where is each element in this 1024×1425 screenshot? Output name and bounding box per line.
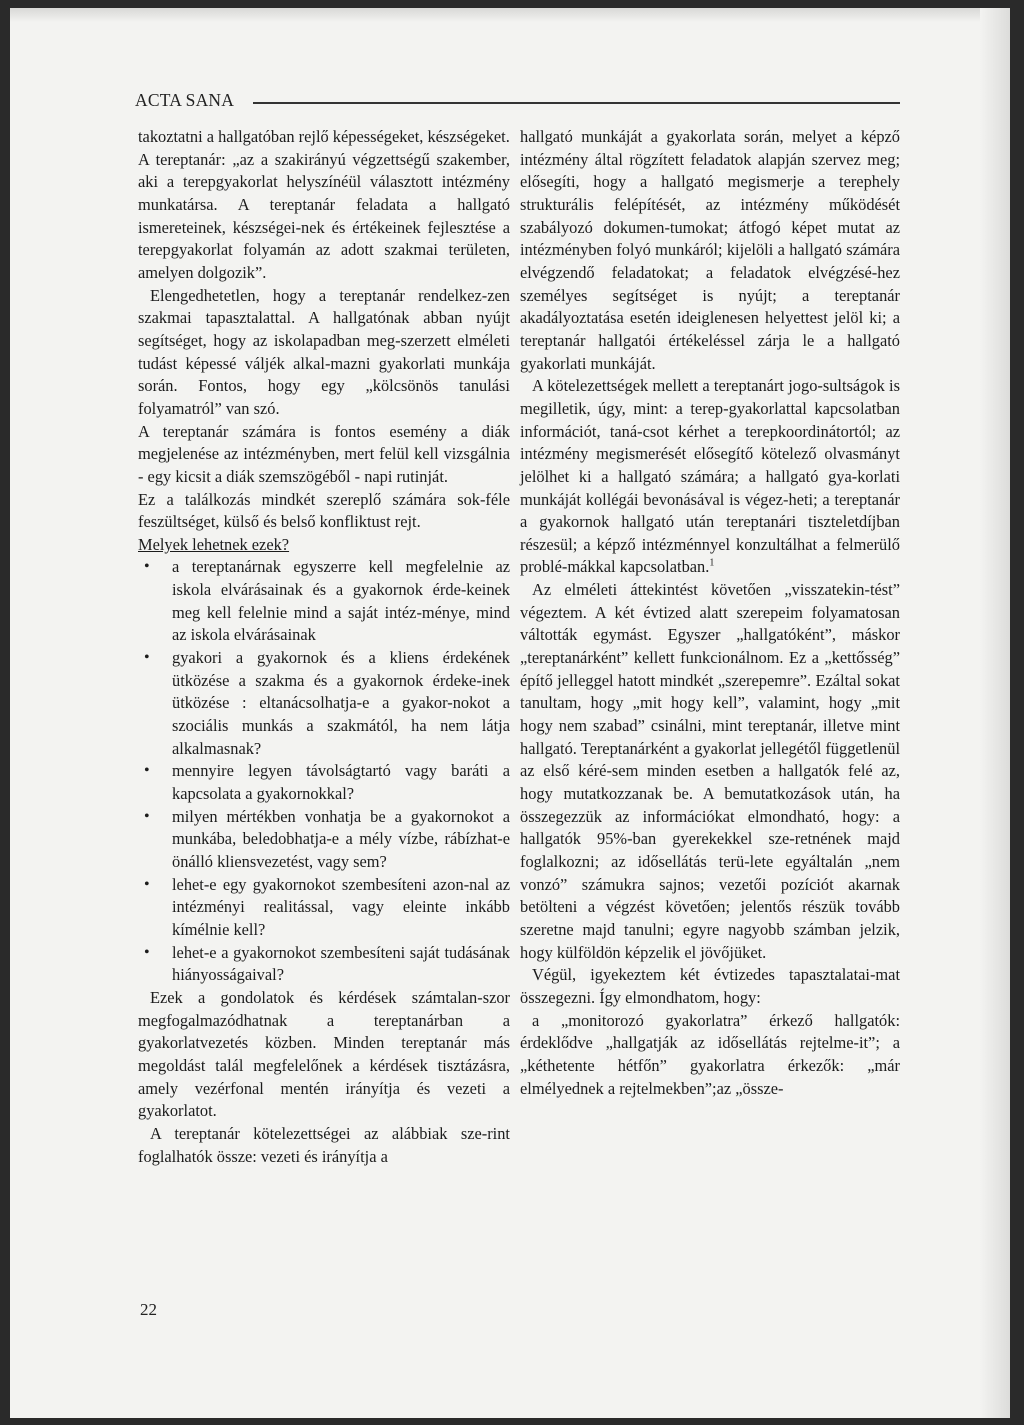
left-column (138, 126, 510, 1168)
list-item: • lehet-e a gyakornokot szembesíteni saját tudásának hiányosságaival? (138, 942, 510, 987)
right-column (520, 126, 900, 1100)
paragraph: Végül, igyekeztem két évtizedes tapasztalatai-mat összegezni. Így elmondhatom, hogy: (520, 965, 900, 1007)
paragraph: Elengedhetetlen, hogy a tereptanár rendelkez-zen szakmai tapasztalattal. A hallgatónak abban nyújt segítséget, hogy az iskolapadban meg-szerzett elméleti tudást képessé váljék alkal-mazni gyakorlati munkája során. Fontos, hogy egy „kölcsönös tanulási folyamatról” van szó. (138, 285, 510, 418)
paragraph: Ez a találkozás mindkét szereplő számára sok-féle feszültséget, külső és belső konfliktust rejt. (138, 489, 510, 532)
paragraph: hallgató munkáját a gyakorlata során, melyet a képző intézmény által rögzített feladatok alapján szervez meg; elősegíti, hogy a hallgató megismerje a terephely strukturális felépítését, az intézmény működését szabályozó dokumen-tumokat; átfogó képet mutat az intézményben folyó munkáról; kijelöli a hallgató számára elvégzendő feladatokat; a feladatok elvégzésé-hez személyes segítséget is nyújt; a tereptanár akadályoztatása esetén ideiglenesen helyettest jelöl ki; a tereptanár hallgatói értékeléssel zárja le a hallgató gyakorlati munkáját. (520, 127, 900, 373)
paragraph: A tereptanár kötelezettségei az alábbiak sze-rint foglalhatók össze: vezeti és irányítja a (138, 1123, 510, 1166)
list-item: • gyakori a gyakornok és a kliens érdekének ütközése a szakma és a gyakornok érdeke-inek ütközése : eltanácsolhatja-e a gyakor-nokot a szociális munkás a szakmától, ha nem látja alkalmasnak? (138, 647, 510, 760)
paragraph: takoztatni a hallgatóban rejlő képességeket, készségeket. (138, 127, 510, 146)
paragraph: a „monitorozó gyakorlatra” érkező hallgatók: érdeklődve „hallgatják az idősellátás rejtelme-it”; a „kéthetente hétfőn” gyakorlatra érkezők: „már elmélyednek a rejtelmekben”;az „össze- (520, 1010, 900, 1098)
question-heading: Melyek lehetnek ezek? (138, 534, 290, 554)
question-list (138, 556, 510, 986)
list-item: • milyen mértékben vonhatja be a gyakornokot a munkába, beledobhatja-e a mély vízbe, rábízhat-e önálló kliensvezetést, vagy sem? (138, 806, 510, 874)
running-header (135, 90, 900, 114)
journal-title: ACTA SANA (135, 90, 235, 110)
list-item: • lehet-e egy gyakornokot szembesíteni azon-nal az intézményi realitással, vagy eleinte inkább kímélnie kell? (138, 874, 510, 942)
page-number: 22 (140, 1300, 157, 1319)
list-item: • a tereptanárnak egyszerre kell megfelelnie az iskola elvárásainak és a gyakornok érde-keinek meg kell felelnie mind a saját intéz-ménye, mind az iskola elvárásainak (138, 556, 510, 647)
page-top-shadow (10, 8, 1010, 22)
paragraph: A tereptanár számára is fontos esemény a diák megjelenése az intézményben, mert felül kell vizsgálnia - egy kicsit a diák szemszögéből - napi rutinját. (138, 421, 510, 486)
list-item: • mennyire legyen távolságtartó vagy baráti a kapcsolata a gyakornokkal? (138, 760, 510, 805)
footnote-marker: 1 (709, 558, 715, 569)
paragraph: Az elméleti áttekintést követően „visszatekin-tést” végeztem. A két évtized alatt szerepeim folyamatosan váltották egymást. Egyszer „hallgatóként”, máskor „tereptanárként” kellett funkcionálnom. Ez a „kettősség” építő jelleggel hatott mindkét „szerepemre”. Ezáltal sokat tanultam, hogy „mit hogy kell”, valamint, hogy „mit hogy nem szabad” csinálni, mint tereptanár, illetve mint hallgató. Tereptanárként a gyakorlat jellegétől függetlenül az első kéré-sem minden esetben a hallgatók felé az, hogy mutatkozzanak be. A bemutatkozások után, ha összegezzük az információkat elmondható, hogy: a hallgatók 95%-ban gyerekekkel sze-retnének majd foglalkozni; az idősellátás terü-lete egyáltalán „nem vonzó” számukra sajnos; vezetői pozíciót akarnak betölteni a végzést követően; jelentős részük tovább szeretne majd tanulni; egyre nagyobb számban jelzik, hogy külföldön képzelik el jövőjüket. (520, 580, 900, 962)
paragraph: Ezek a gondolatok és kérdések számtalan-szor megfogalmazódhatnak a tereptanárban a gyakorlatvezetés közben. Minden tereptanár más megoldást talál megfelelőnek a kérdések tisztázásra, amely vezérfonal mentén irányítja és vezeti a gyakorlatot. (138, 987, 510, 1121)
page-right-shadow (980, 8, 1010, 1418)
paragraph-text: A kötelezettségek mellett a tereptanárt jogo-sultságok is megilletik, úgy, mint: a terep-gyakorlattal kapcsolatban információt, taná-csot kérhet a terepkoordinátortól; az intézmény megismerését elősegítő kötelező olvasmányt jelölhet ki a hallgató számára; a hallgató gya-korlati munkáját kollégái bevonásával is végez-heti; a tereptanár a gyakornok hallgató után tereptanári tiszteletdíjban részesül; a képző intézménnyel konzultálhat a felmerülő problé-mákkal kapcsolatban. (520, 376, 900, 577)
paragraph: A tereptanár: „az a szakirányú végzettségű szakember, aki a terepgyakorlat helyszínéül választott intézmény munkatársa. A tereptanár feladata a hallgató ismereteinek, készségei-nek és értékeinek fejlesztése a terepgyakorlat folyamán az adott szakmai területen, amelyen dolgozik”. (138, 149, 510, 282)
paragraph (520, 375, 900, 579)
header-rule (253, 102, 900, 104)
